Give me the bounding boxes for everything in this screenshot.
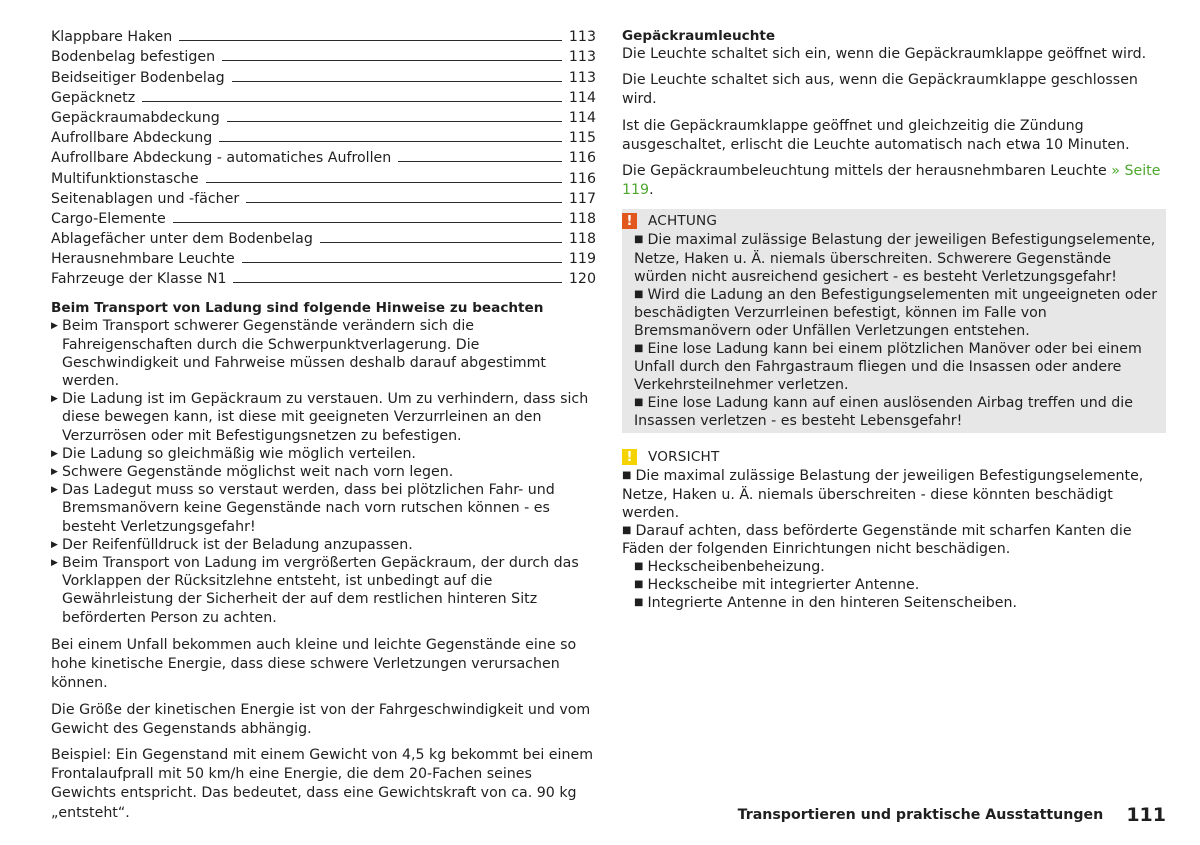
- toc-page-number: 114: [568, 109, 596, 126]
- toc-page-number: 113: [568, 69, 596, 86]
- toc-row[interactable]: [51, 209, 596, 229]
- toc-row[interactable]: [51, 249, 596, 269]
- caution-subitem: [622, 576, 1166, 594]
- caution-item-text: Darauf achten, dass beförderte Gegenstände mit scharfen Kanten die Fäden der folgenden Einrichtungen nicht beschädigen.: [622, 522, 1132, 557]
- list-item: ▶ Beim Transport schwerer Gegenstände verändern sich die Fahreigenschaften durch die Schwerpunktverlagerung. Die Geschwindigkeit und Fahrweise müssen deshalb darauf abgestimmt werden.: [51, 317, 596, 390]
- toc-page-number: 119: [568, 251, 596, 268]
- left-column: [51, 27, 596, 823]
- toc-entry-title: Herausnehmbare Leuchte: [51, 251, 235, 268]
- caution-item: [622, 522, 1166, 558]
- toc-entry-title: Aufrollbare Abdeckung - automatiches Aufrollen: [51, 150, 392, 167]
- list-item: ▶ Die Ladung ist im Gepäckraum zu verstauen. Um zu verhindern, dass sich diese bewegen kann, ist diese mit geeigneten Verzurrleinen an den Verzurrösen oder mit Befestigungsnetzen zu befestigen.: [51, 390, 596, 445]
- warning-item-text: Eine lose Ladung kann bei einem plötzlichen Manöver oder bei einem Unfall durch den Fahrgastraum fliegen und die Insassen oder andere Verkehrsteilnehmer verletzen.: [634, 340, 1142, 394]
- toc-leader-line: [227, 121, 562, 122]
- toc-page-number: 116: [568, 150, 596, 167]
- warning-item: [634, 231, 1158, 285]
- toc-row[interactable]: [51, 128, 596, 148]
- toc-page-number: 117: [568, 190, 596, 207]
- warning-header: [622, 211, 1166, 231]
- toc-row[interactable]: [51, 67, 596, 87]
- caution-icon: !: [622, 449, 637, 465]
- transport-instructions-list: [51, 317, 596, 626]
- toc-page-number: 113: [568, 49, 596, 66]
- caution-subitem: [622, 594, 1166, 612]
- warning-item-text: Wird die Ladung an den Befestigungselementen mit ungeeigneten oder beschädigten Verzurrleinen befestigt, können im Falle von Bremsmanövern oder Unfällen Verletzungen entstehen.: [634, 286, 1158, 339]
- square-bullet-icon: ■: [622, 524, 632, 536]
- energy-factors-paragraph: Die Größe der kinetischen Energie ist von der Fahrgeschwindigkeit und vom Gewicht des Gegenstands abhängig.: [51, 701, 591, 737]
- toc-row[interactable]: [51, 88, 596, 108]
- toc-entry-title: Bodenbelag befestigen: [51, 49, 216, 66]
- toc-leader-line: [222, 60, 562, 61]
- caution-item: [622, 467, 1166, 521]
- warning-title: ACHTUNG: [648, 213, 718, 230]
- light-removable-paragraph: [622, 162, 1166, 200]
- square-bullet-icon: ■: [634, 342, 644, 354]
- toc-page-number: 114: [568, 89, 596, 106]
- example-paragraph: Beispiel: Ein Gegenstand mit einem Gewicht von 4,5 kg bekommt bei einem Frontalaufprall mit 50 km/h eine Energie, die dem 20-Fachen seines Gewichts entspricht. Das bedeutet, dass eine Gewichtskraft von ca. 90 kg „entsteht“.: [51, 746, 594, 821]
- light-off-paragraph: Die Leuchte schaltet sich aus, wenn die Gepäckraumklappe geschlossen wird.: [622, 72, 1138, 108]
- toc-leader-line: [320, 242, 562, 243]
- toc-entry-title: Seitenablagen und -fächer: [51, 190, 240, 207]
- toc-leader-line: [173, 222, 562, 223]
- list-item: ▶ Beim Transport von Ladung im vergrößerten Gepäckraum, der durch das Vorklappen der Rücksitzlehne entsteht, ist unbedingt auf die Gewährleistung der Sicherheit der auf dem restlichen hinteren Sitz beförderten Person zu achten.: [51, 554, 596, 627]
- toc-leader-line: [142, 101, 562, 102]
- toc-row[interactable]: [51, 108, 596, 128]
- page-reference-link[interactable]: » Seite 119: [622, 163, 1161, 199]
- caution-items: [622, 467, 1166, 612]
- toc-leader-line: [398, 161, 562, 162]
- caution-subitem-text: Integrierte Antenne in den hinteren Seitenscheiben.: [647, 595, 1017, 612]
- square-bullet-icon: ■: [634, 234, 644, 246]
- square-bullet-icon: ■: [634, 397, 644, 409]
- warning-item: [634, 394, 1158, 430]
- toc-leader-line: [206, 182, 562, 183]
- light-removable-text: Die Gepäckraumbeleuchtung mittels der herausnehmbaren Leuchte: [622, 163, 1112, 180]
- square-bullet-icon: ■: [622, 470, 632, 482]
- right-column: [622, 27, 1166, 612]
- light-on-paragraph: Die Leuchte schaltet sich ein, wenn die Gepäckraumklappe geöffnet wird.: [622, 46, 1147, 62]
- list-item: ▶ Schwere Gegenstände möglichst weit nach vorn legen.: [51, 463, 596, 481]
- toc-entry-title: Cargo-Elemente: [51, 210, 166, 227]
- warning-item: [634, 286, 1158, 340]
- list-item: ▶ Das Ladegut muss so verstaut werden, dass bei plötzlichen Fahr- und Bremsmanövern keine Gegenstände nach vorn rutschen können - es besteht Verletzungsgefahr!: [51, 481, 596, 536]
- warning-item: [634, 340, 1158, 394]
- square-bullet-icon: ■: [634, 288, 644, 300]
- toc-entry-title: Fahrzeuge der Klasse N1: [51, 271, 227, 288]
- square-bullet-icon: ■: [634, 579, 644, 591]
- caution-header: [622, 447, 1166, 467]
- toc-entry-title: Beidseitiger Bodenbelag: [51, 69, 225, 86]
- warning-item-text: Eine lose Ladung kann auf einen auslösenden Airbag treffen und die Insassen verletzen - es besteht Lebensgefahr!: [634, 395, 1133, 430]
- toc-leader-line: [232, 81, 562, 82]
- toc-page-number: 115: [568, 130, 596, 147]
- footer-chapter-title: Transportieren und praktische Ausstattungen: [737, 807, 1104, 823]
- kinetic-energy-paragraph: Bei einem Unfall bekommen auch kleine und leichte Gegenstände eine so hohe kinetische Energie, dass diese schwere Verletzungen verursachen können.: [51, 636, 577, 692]
- warning-icon: !: [622, 213, 637, 229]
- caution-item-text: Die maximal zulässige Belastung der jeweiligen Befestigungselemente, Netze, Haken u. Ä. niemals überschreiten - diese könnten beschädigt werden.: [622, 468, 1144, 521]
- toc-row[interactable]: [51, 269, 596, 289]
- toc-page-number: 120: [568, 271, 596, 288]
- toc-leader-line: [179, 40, 562, 41]
- toc-row[interactable]: [51, 148, 596, 168]
- toc-entry-title: Gepäcknetz: [51, 89, 136, 106]
- warning-item-text: Die maximal zulässige Belastung der jeweiligen Befestigungselemente, Netze, Haken u. Ä. niemals überschreiten. Schwerere Gegenstände würden nicht ausreichend gesichert - es besteht Verletzungsgefahr!: [634, 232, 1156, 285]
- toc-entry-title: Klappbare Haken: [51, 29, 173, 46]
- light-timeout-paragraph: Ist die Gepäckraumklappe geöffnet und gleichzeitig die Zündung ausgeschaltet, erlischt die Leuchte automatisch nach etwa 10 Minuten.: [622, 117, 1130, 153]
- toc-page-number: 118: [568, 210, 596, 227]
- page-number: 111: [1126, 804, 1166, 826]
- list-item: ▶ Der Reifenfülldruck ist der Beladung anzupassen.: [51, 536, 596, 554]
- toc-entry-title: Aufrollbare Abdeckung: [51, 130, 213, 147]
- toc-leader-line: [246, 202, 562, 203]
- toc-row[interactable]: [51, 189, 596, 209]
- toc-page-number: 113: [568, 29, 596, 46]
- toc-row[interactable]: [51, 168, 596, 188]
- luggage-light-heading: Gepäckraumleuchte: [622, 28, 776, 44]
- transport-heading: Beim Transport von Ladung sind folgende Hinweise zu beachten: [51, 300, 544, 317]
- toc-row[interactable]: [51, 27, 596, 47]
- toc-entry-title: Gepäckraumabdeckung: [51, 109, 220, 126]
- caution-box: [622, 447, 1166, 612]
- toc-row[interactable]: [51, 229, 596, 249]
- caution-subitem: [622, 558, 1166, 576]
- square-bullet-icon: ■: [634, 560, 644, 572]
- toc-entry-title: Multifunktionstasche: [51, 170, 199, 187]
- list-item: ▶ Die Ladung so gleichmäßig wie möglich verteilen.: [51, 445, 596, 463]
- toc-entry-title: Ablagefächer unter dem Bodenbelag: [51, 231, 313, 248]
- warning-items: [622, 231, 1166, 430]
- table-of-contents: [51, 27, 596, 289]
- toc-leader-line: [219, 141, 562, 142]
- toc-page-number: 116: [568, 170, 596, 187]
- caution-subitem-text: Heckscheibenbeheizung.: [647, 558, 825, 575]
- light-removable-end: .: [649, 182, 654, 199]
- page-footer: [0, 804, 1166, 826]
- warning-box: [622, 209, 1166, 433]
- caution-title: VORSICHT: [648, 449, 720, 466]
- toc-row[interactable]: [51, 47, 596, 67]
- toc-page-number: 118: [568, 231, 596, 248]
- square-bullet-icon: ■: [634, 597, 644, 609]
- toc-leader-line: [242, 262, 562, 263]
- caution-subitem-text: Heckscheibe mit integrierter Antenne.: [647, 577, 920, 594]
- toc-leader-line: [233, 282, 561, 283]
